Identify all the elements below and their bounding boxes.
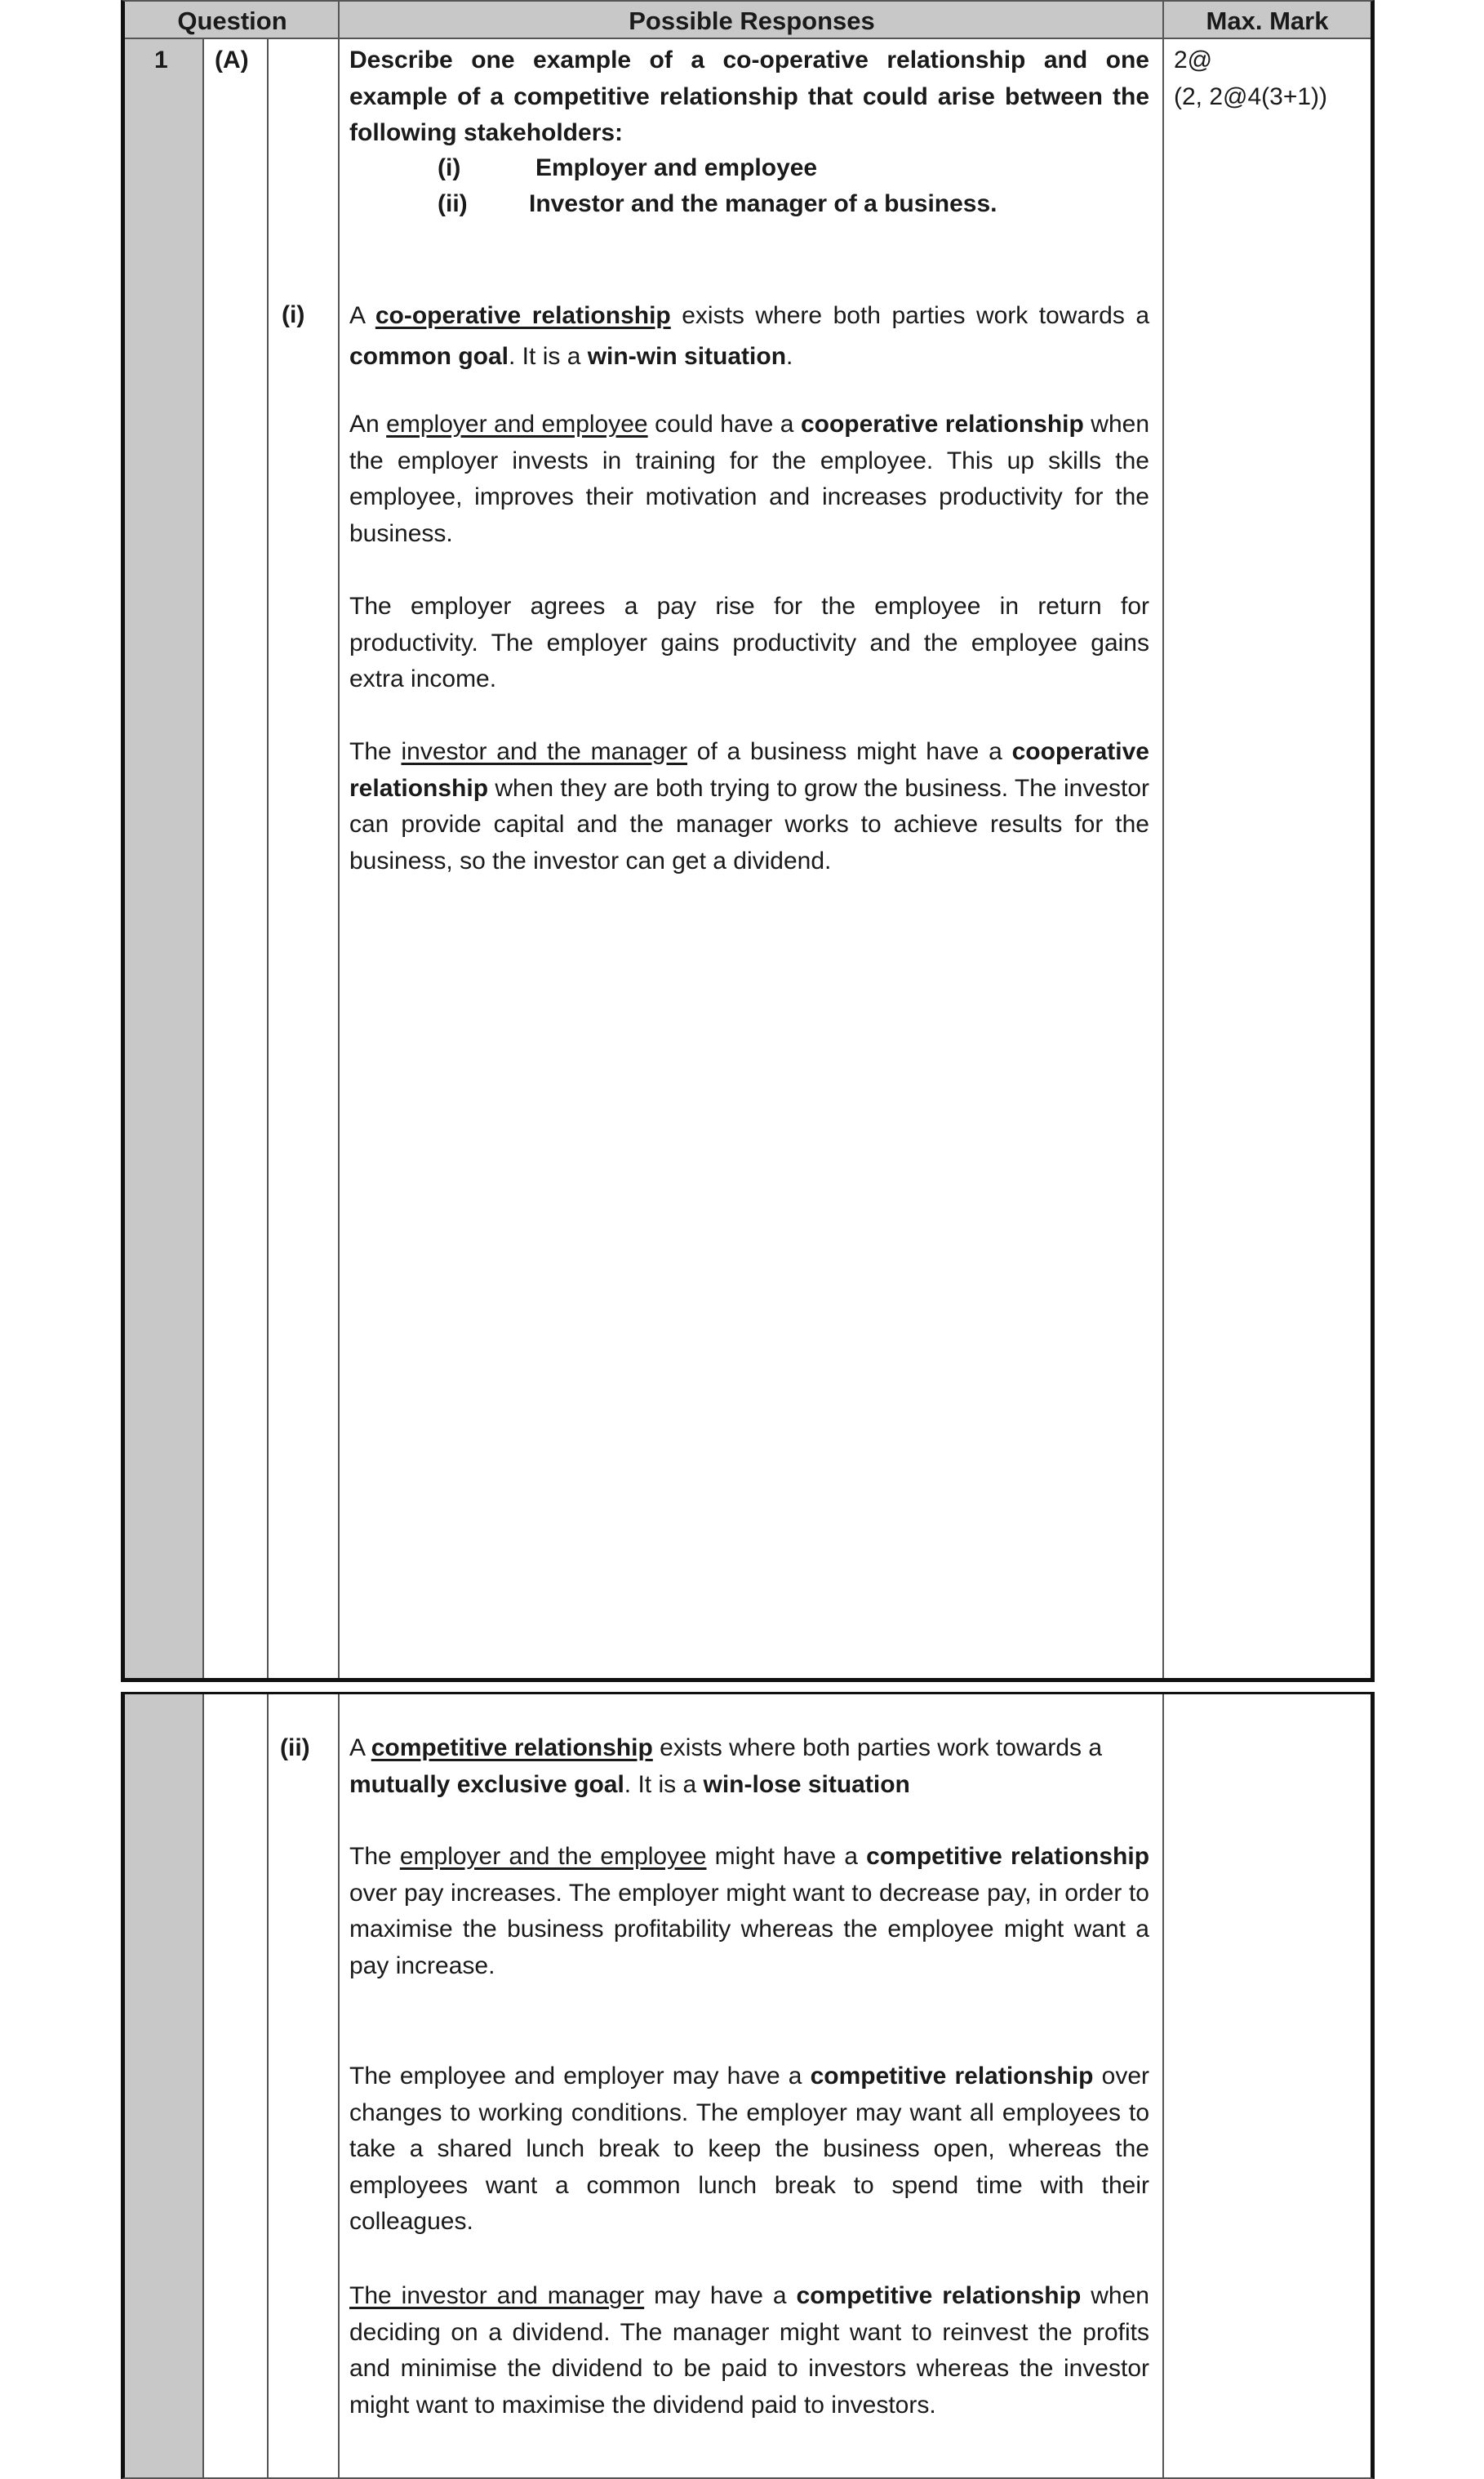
def-goal: common goal	[349, 343, 509, 370]
para-text: over changes to working conditions. The employer may want all employees to take a shared lunch break to keep the business open, whereas the employees want a common lunch break to spend time with their colleagues.	[349, 2063, 1149, 2235]
column-divider	[202, 39, 204, 1678]
header-possible-responses: Possible Responses	[629, 7, 875, 35]
competitive-paragraph-1	[349, 1839, 1149, 1984]
para-relationship: competitive relationship	[866, 1843, 1150, 1870]
para-text: might have a	[706, 1843, 867, 1870]
column-divider	[267, 1694, 269, 2477]
column-divider	[1162, 1694, 1164, 2477]
column-divider	[202, 1694, 204, 2477]
def-text: .	[786, 343, 793, 370]
para-stakeholders: The investor and manager	[349, 2282, 645, 2309]
para-text: may have a	[644, 2282, 797, 2309]
para-text: when they are both trying to grow the business. The investor can provide capital and the manager works to achieve results for the business, so the investor can get a dividend.	[349, 774, 1149, 875]
stakeholder-text-2: Investor and the manager of a business.	[529, 190, 997, 217]
para-text: when deciding on a dividend. The manager might want to reinvest the profits and minimise the dividend to be paid to investors whereas the investor might want to maximise the dividend paid to investors.	[349, 2282, 1149, 2419]
question-number: 1	[154, 47, 168, 73]
def-term: competitive relationship	[371, 1734, 653, 1761]
para-stakeholders: employer and employee	[386, 411, 648, 438]
para-relationship: competitive relationship	[810, 2063, 1094, 2090]
stakeholder-num-2: (ii)	[438, 190, 468, 217]
para-text: of a business might have a	[686, 738, 1012, 765]
marking-table-page-1	[121, 0, 1375, 1682]
def-goal: mutually exclusive goal	[349, 1770, 624, 1798]
header-divider	[338, 2, 340, 38]
def-situation: win-lose situation	[703, 1770, 910, 1798]
def-text: . It is a	[509, 343, 588, 370]
max-mark-line-2: (2, 2@4(3+1))	[1174, 82, 1328, 110]
header-max-mark: Max. Mark	[1206, 7, 1329, 35]
competitive-paragraph-3	[349, 2278, 1149, 2423]
para-text: The employee and employer may have a	[349, 2063, 811, 2090]
def-text: exists where both parties work towards a	[652, 1734, 1103, 1761]
column-divider	[338, 39, 340, 1678]
question-stem: Describe one example of a co-operative relationship and one example of a competitive relationship that could arise between the following stakeholders:	[349, 47, 1149, 146]
para-relationship: cooperative relationship	[800, 411, 1084, 438]
def-text: . It is a	[624, 1770, 704, 1798]
max-mark	[1174, 42, 1362, 115]
question-part: (A)	[215, 47, 249, 73]
para-stakeholders: employer and the employee	[399, 1843, 707, 1870]
para-text: An	[349, 411, 387, 438]
question-number-column	[125, 39, 202, 1678]
para-text: when the employer invests in training for the employee. This up skills the employee, improves their motivation and increases productivity for the business.	[349, 411, 1150, 547]
header-question: Question	[177, 7, 287, 35]
marking-table-page-2	[121, 1692, 1375, 2479]
stakeholder-text-1: Employer and employee	[535, 154, 818, 181]
def-term: co-operative relationship	[375, 302, 671, 329]
para-text: The	[349, 1843, 400, 1870]
cooperative-paragraph-1	[349, 407, 1149, 552]
column-divider	[267, 39, 269, 1678]
para-text: over pay increases. The employer might want to decrease pay, in order to maximise the business profitability whereas the employee might want a pay increase.	[349, 1879, 1149, 1979]
para-text: could have a	[647, 411, 801, 438]
competitive-definition	[349, 1730, 1149, 1803]
column-divider	[338, 1694, 340, 2477]
part-i-label: (i)	[282, 301, 305, 328]
header-divider	[1162, 2, 1164, 38]
def-text: exists where both parties work towards a	[670, 302, 1149, 329]
cooperative-paragraph-3	[349, 734, 1149, 879]
def-text: A	[349, 302, 375, 329]
cooperative-paragraph-2: The employer agrees a pay rise for the employee in return for productivity. The employer gains productivity and the employee gains extra income.	[349, 593, 1149, 692]
max-mark-line-1: 2@	[1174, 47, 1213, 73]
para-relationship: competitive relationship	[796, 2282, 1082, 2309]
part-ii-label: (ii)	[280, 1734, 310, 1761]
cooperative-definition	[349, 296, 1149, 377]
stakeholder-num-1: (i)	[438, 154, 461, 181]
def-text: A	[349, 1734, 371, 1761]
table-header-row	[125, 2, 1371, 39]
column-divider	[1162, 39, 1164, 1678]
question-number-column	[125, 1694, 202, 2477]
competitive-paragraph-2	[349, 2058, 1149, 2241]
para-text: The	[349, 738, 402, 765]
def-situation: win-win situation	[587, 343, 787, 370]
para-stakeholders: investor and the manager	[401, 738, 687, 765]
para-relationship: cooperative relationship	[349, 738, 1149, 802]
